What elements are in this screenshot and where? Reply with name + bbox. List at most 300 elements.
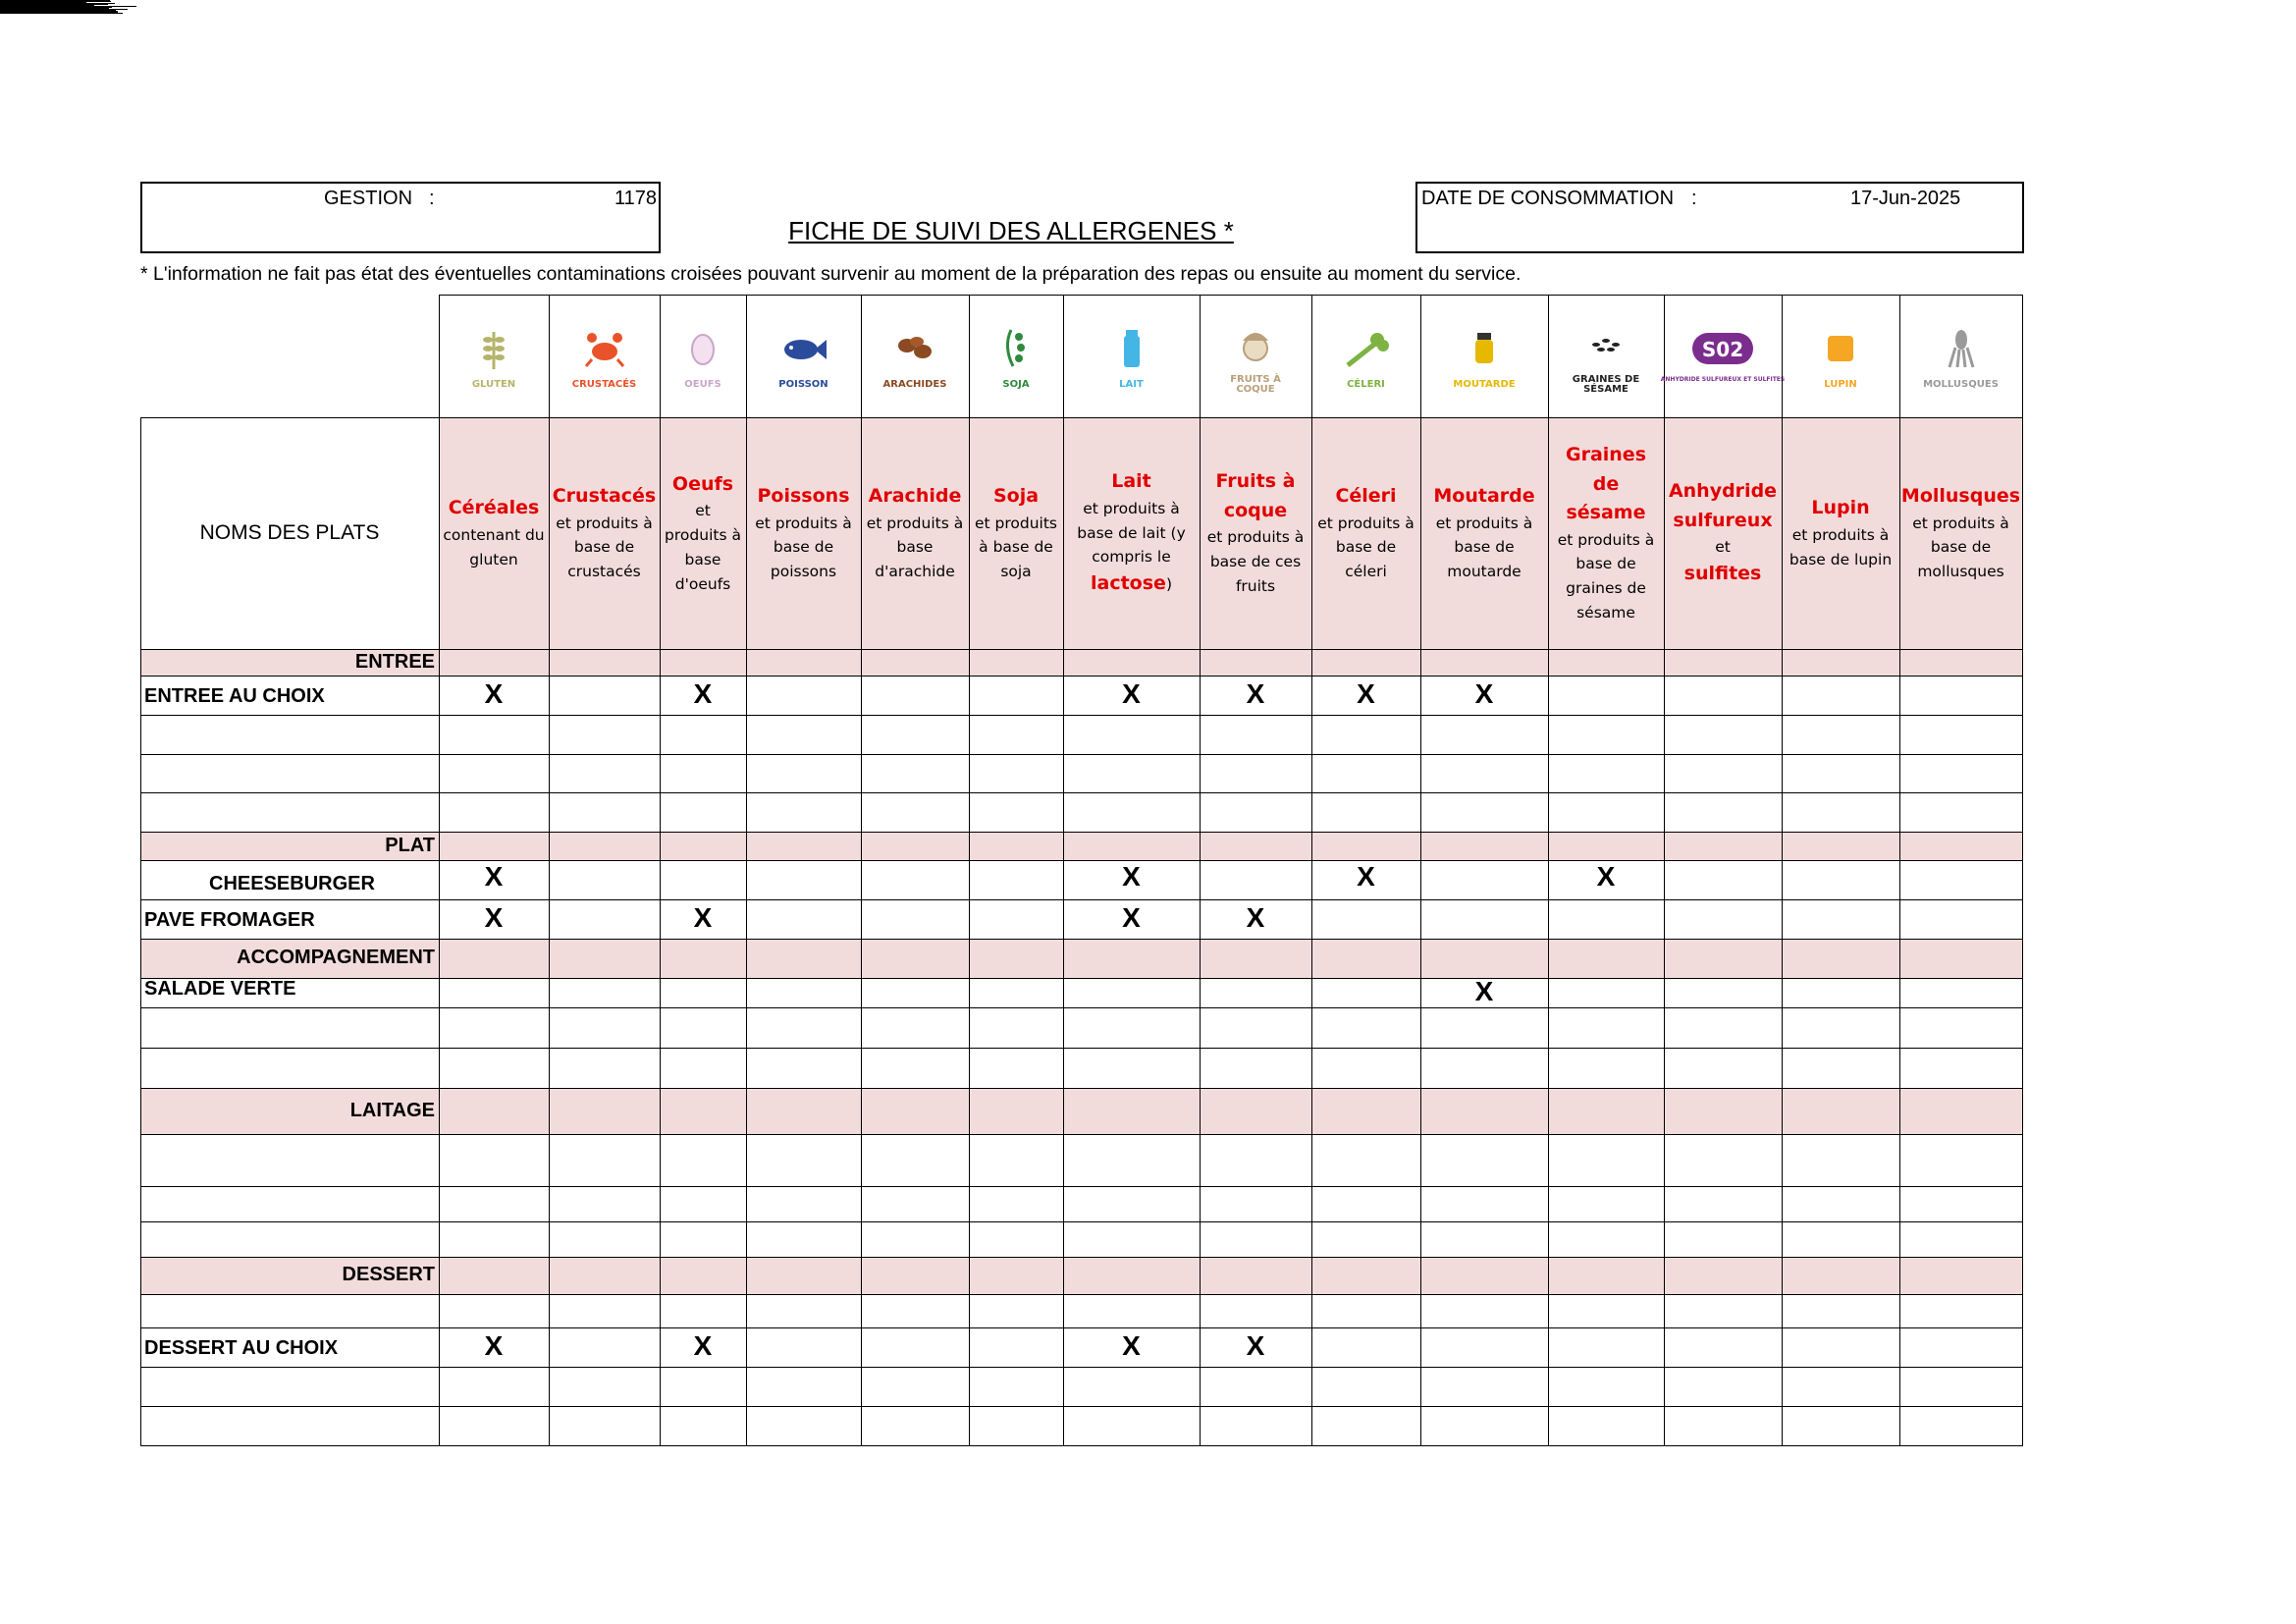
allergen-icon-box: [746, 295, 861, 417]
allergen-mark-cell: [746, 1134, 862, 1187]
allergen-icon-box: [1200, 295, 1311, 417]
allergen-mark-cell: [861, 1186, 970, 1222]
allergen-mark-cell: [549, 1367, 661, 1407]
gestion-label: GESTION: [324, 188, 413, 209]
allergen-name: Poissons: [757, 485, 850, 508]
allergen-icon-box: [1548, 295, 1664, 417]
allergen-mark-cell: [1063, 1406, 1201, 1446]
allergen-mark-cell: [1664, 649, 1783, 677]
allergen-mark-cell: [1548, 939, 1665, 979]
allergen-mark-cell: [660, 860, 747, 900]
allergen-mark-cell: [969, 1048, 1064, 1089]
allergen-mark-cell: [549, 978, 661, 1008]
allergen-mark-cell: [969, 1406, 1064, 1446]
allergen-icon-box: [969, 295, 1063, 417]
allergen-mark-cell: [861, 1134, 970, 1187]
allergen-mark-cell: [1548, 1406, 1665, 1446]
allergen-mark-cell: [746, 715, 862, 755]
allergen-mark-cell: [549, 649, 661, 677]
dish-name-cell: [140, 1007, 440, 1049]
allergen-mark-cell: [1311, 1367, 1421, 1407]
allergen-mark-cell: [969, 1007, 1064, 1049]
allergen-mark-cell: [861, 939, 970, 979]
allergen-mark-cell: [1420, 792, 1549, 833]
allergen-mark-cell: [549, 1186, 661, 1222]
allergen-mark-cell: [1311, 792, 1421, 833]
allergen-mark-cell: [1782, 1186, 1900, 1222]
section-label: ENTREE: [354, 650, 435, 673]
allergen-mark-cell: [660, 939, 747, 979]
allergen-mark-cell: [660, 1048, 747, 1089]
allergen-mark-cell: [1782, 1048, 1900, 1089]
allergen-mark-cell: [549, 1327, 661, 1368]
allergen-mark-cell: [1548, 649, 1665, 677]
section-label: LAITAGE: [349, 1099, 435, 1121]
allergen-mark-cell: [1899, 1186, 2023, 1222]
allergen-mark-cell: [969, 1327, 1064, 1368]
allergen-description-end: ): [1165, 575, 1172, 594]
allergen-icon-caption: GLUTEN: [471, 378, 516, 390]
allergen-mark-cell: [439, 792, 550, 833]
allergen-mark-cell: [1548, 1257, 1665, 1295]
allergen-mark-cell: [1200, 832, 1312, 861]
allergen-name: Oeufs: [671, 472, 734, 495]
allergen-mark-cell: [969, 1257, 1064, 1295]
allergen-header: [1063, 417, 1200, 649]
allergen-mark-cell: [1782, 1007, 1900, 1049]
allergen-name: Céleri: [1335, 485, 1397, 508]
allergen-mark-cell: [1548, 1221, 1665, 1258]
allergen-mark-cell: [549, 754, 661, 793]
allergen-mark-cell: [1420, 1186, 1549, 1222]
allergen-mark-cell: [1200, 1221, 1312, 1258]
allergen-mark-cell: [660, 978, 747, 1008]
allergen-icon-caption: LAIT: [1119, 378, 1144, 390]
allergen-mark-cell: [1420, 1007, 1549, 1049]
allergen-mark: X: [1474, 678, 1494, 709]
allergen-icon-caption: ANHYDRIDE SULFUREUX ET SULFITES: [1660, 375, 1786, 383]
allergen-mark-cell: [1782, 939, 1900, 979]
allergen-mark-cell: [439, 649, 550, 677]
allergen-mark-cell: [1664, 1048, 1783, 1089]
allergen-header: [1311, 417, 1420, 649]
allergen-mark-cell: [969, 676, 1064, 716]
allergen-mark-cell: [861, 978, 970, 1008]
allergen-mark-cell: [861, 676, 970, 716]
allergen-mark-cell: [1311, 1406, 1421, 1446]
allergen-mark-cell: [660, 1221, 747, 1258]
allergen-header: [1782, 417, 1899, 649]
allergen-mark-cell: [1420, 899, 1549, 940]
allergen-mark-cell: [969, 1134, 1064, 1187]
dish-label: SALADE VERTE: [144, 978, 296, 1000]
allergen-mark-cell: [1899, 1048, 2023, 1089]
allergen-mark-cell: [1548, 676, 1665, 716]
peanut-icon: [890, 322, 939, 376]
allergen-name: Lait: [1111, 470, 1151, 493]
allergen-header: [1548, 417, 1664, 649]
allergen-mark-cell: [969, 899, 1064, 940]
mollusc-icon: [1937, 322, 1986, 376]
allergen-mark-cell: [549, 832, 661, 861]
allergen-icon-caption: GRAINES DE SÉSAME: [1572, 373, 1640, 395]
allergen-mark-cell: [1200, 1257, 1312, 1295]
allergen-mark-cell: [746, 1406, 862, 1446]
allergen-mark-cell: [439, 1367, 550, 1407]
allergen-mark-cell: [969, 715, 1064, 755]
allergen-mark-cell: [1548, 1134, 1665, 1187]
allergen-mark-cell: [1063, 649, 1201, 677]
allergen-mark-cell: [439, 978, 550, 1008]
allergen-icon-box: [1420, 295, 1548, 417]
allergen-mark-cell: [1420, 1327, 1549, 1368]
allergen-mark-cell: [660, 1134, 747, 1187]
nut-icon: [1231, 317, 1280, 371]
allergen-mark-cell: [1899, 676, 2023, 716]
allergen-mark-cell: [1063, 792, 1201, 833]
allergen-mark-cell: [1664, 899, 1783, 940]
allergen-mark-cell: [439, 715, 550, 755]
allergen-mark-cell: [1420, 1134, 1549, 1187]
allergen-icon-box: [439, 295, 549, 417]
allergen-description: et produits à base de lupin: [1789, 525, 1893, 568]
allergen-header: [439, 417, 549, 649]
allergen-mark-cell: [660, 1088, 747, 1135]
allergen-name: Arachide: [868, 485, 962, 508]
so2-icon: [1688, 329, 1757, 373]
allergen-mark: X: [1246, 902, 1265, 933]
allergen-mark-cell: [969, 792, 1064, 833]
allergen-mark-cell: [1063, 1294, 1201, 1328]
allergen-mark-cell: [660, 1367, 747, 1407]
allergen-mark-cell: [1548, 1294, 1665, 1328]
allergen-mark-cell: [439, 754, 550, 793]
egg-icon: [678, 322, 727, 376]
allergen-mark-cell: [1311, 754, 1421, 793]
allergen-mark-cell: [861, 1048, 970, 1089]
allergen-description: et produits à base de mollusques: [1912, 514, 2009, 581]
allergen-mark-cell: [1200, 1406, 1312, 1446]
allergen-mark-cell: [1664, 754, 1783, 793]
allergen-mark-cell: [1063, 1007, 1201, 1049]
allergen-mark-cell: [1899, 860, 2023, 900]
allergen-mark-cell: [1899, 1327, 2023, 1368]
allergen-mark-cell: [549, 1294, 661, 1328]
allergen-mark-cell: [1664, 860, 1783, 900]
allergen-mark-cell: [1899, 1294, 2023, 1328]
section-label: ACCOMPAGNEMENT: [237, 947, 435, 968]
allergen-mark-cell: [439, 1294, 550, 1328]
dish-name-cell: [140, 1221, 440, 1258]
allergen-mark-cell: [1782, 832, 1900, 861]
allergen-mark-cell: [1200, 860, 1312, 900]
allergen-header: [549, 417, 660, 649]
allergen-mark-cell: [1664, 1221, 1783, 1258]
allergen-mark-cell: [1420, 1406, 1549, 1446]
allergen-mark-cell: [1548, 1088, 1665, 1135]
allergen-mark-cell: [1420, 649, 1549, 677]
allergen-mark-cell: [660, 1007, 747, 1049]
allergen-mark: X: [693, 902, 713, 933]
allergen-mark-cell: [1063, 978, 1201, 1008]
sesame-icon: [1581, 317, 1630, 371]
allergen-mark-cell: [439, 1257, 550, 1295]
allergen-mark-cell: [1200, 1186, 1312, 1222]
allergen-mark-cell: [1664, 1257, 1783, 1295]
allergen-mark-cell: [969, 754, 1064, 793]
allergen-mark-cell: [746, 792, 862, 833]
allergen-header: [1200, 417, 1311, 649]
allergen-mark-cell: [1664, 1134, 1783, 1187]
allergen-mark-cell: [1899, 1134, 2023, 1187]
allergen-mark: X: [484, 1330, 504, 1361]
allergen-description: et produits à base de ces fruits: [1206, 528, 1305, 595]
date-value: 17-Jun-2025: [1850, 188, 1961, 209]
allergen-mark: X: [1246, 678, 1265, 709]
allergen-mark-cell: [1899, 978, 2023, 1008]
allergen-mark-cell: [861, 792, 970, 833]
allergen-mark-cell: [1548, 1186, 1665, 1222]
allergen-mark-cell: [549, 1257, 661, 1295]
allergen-mark-cell: [746, 754, 862, 793]
allergen-mark-cell: [1420, 1257, 1549, 1295]
allergen-mark-cell: [1548, 1367, 1665, 1407]
allergen-header: [746, 417, 861, 649]
allergen-mark: X: [1474, 976, 1494, 1006]
allergen-icon-caption: FRUITS À COQUE: [1230, 373, 1281, 395]
allergen-mark-cell: [439, 832, 550, 861]
allergen-mark-cell: [746, 649, 862, 677]
allergen-mark-cell: [1548, 1007, 1665, 1049]
allergen-mark-cell: [1311, 1257, 1421, 1295]
allergen-mark-cell: [660, 754, 747, 793]
allergen-mark-cell: [1311, 939, 1421, 979]
allergen-name-secondary: lactose: [1091, 572, 1166, 595]
allergen-mark-cell: [549, 1134, 661, 1187]
milk-icon: [1107, 322, 1156, 376]
allergen-mark-cell: [439, 1007, 550, 1049]
allergen-mark-cell: [1063, 939, 1201, 979]
allergen-name: Graines de sésame: [1565, 444, 1647, 524]
allergen-mark-cell: [660, 1406, 747, 1446]
row-divider: [0, 13, 123, 14]
allergen-mark-cell: [549, 860, 661, 900]
allergen-mark-cell: [1200, 978, 1312, 1008]
dish-label: ENTREE AU CHOIX: [144, 685, 325, 707]
allergen-description: et produits à base de céleri: [1317, 514, 1415, 581]
allergen-mark-cell: [549, 1048, 661, 1089]
allergen-description: et produits à base d'oeufs: [665, 502, 741, 593]
allergen-icon-caption: POISSON: [778, 378, 828, 390]
allergen-mark-cell: [1420, 860, 1549, 900]
allergen-description: et produits à base de graines de sésame: [1557, 530, 1655, 622]
dish-name-cell: [140, 1048, 440, 1089]
allergen-mark-cell: [969, 978, 1064, 1008]
allergen-mark: X: [484, 861, 504, 892]
allergen-mark-cell: [660, 832, 747, 861]
allergen-mark-cell: [1548, 754, 1665, 793]
allergen-name: Céréales: [448, 497, 540, 519]
mustard-icon: [1460, 322, 1509, 376]
allergen-name: Soja: [992, 485, 1040, 508]
allergen-mark-cell: [969, 1221, 1064, 1258]
allergen-name: Mollusques: [1900, 485, 2021, 508]
allergen-name: Anhydride sulfureux: [1668, 480, 1778, 531]
allergen-mark-cell: [660, 1257, 747, 1295]
allergen-name: Crustacés: [552, 485, 657, 508]
allergen-mark: X: [1357, 678, 1375, 709]
dish-label: CHEESEBURGER: [209, 873, 375, 894]
allergen-mark-cell: [861, 832, 970, 861]
allergen-mark-cell: [1063, 1221, 1201, 1258]
allergen-mark-cell: [746, 1007, 862, 1049]
allergen-mark-cell: [746, 899, 862, 940]
allergen-mark: X: [1596, 861, 1616, 892]
names-header: NOMS DES PLATS: [199, 521, 380, 544]
allergen-mark-cell: [861, 1257, 970, 1295]
date-label: DATE DE CONSOMMATION: [1421, 188, 1675, 209]
allergen-mark-cell: [1311, 1048, 1421, 1089]
allergen-mark-cell: [1200, 1134, 1312, 1187]
allergen-mark-cell: [746, 939, 862, 979]
crab-icon: [580, 322, 629, 376]
allergen-mark-cell: [746, 1367, 862, 1407]
dish-name-cell: [140, 715, 440, 755]
allergen-mark-cell: [1782, 1294, 1900, 1328]
allergen-mark-cell: [1200, 1048, 1312, 1089]
allergen-description: et produits à base de poissons: [755, 514, 852, 581]
allergen-mark-cell: [1311, 1088, 1421, 1135]
allergen-mark-cell: [969, 832, 1064, 861]
allergen-mark-cell: [1200, 1294, 1312, 1328]
allergen-mark-cell: [969, 939, 1064, 979]
allergen-mark-cell: [1420, 1367, 1549, 1407]
allergen-mark-cell: [1420, 1048, 1549, 1089]
allergen-icon-caption: SOJA: [1002, 378, 1030, 390]
allergen-description: et produits à base de moutarde: [1435, 514, 1533, 581]
allergen-mark-cell: [1664, 978, 1783, 1008]
section-label: PLAT: [385, 834, 435, 856]
allergen-mark-cell: [1782, 792, 1900, 833]
allergen-header: [660, 417, 746, 649]
allergen-mark-cell: [1664, 1367, 1783, 1407]
allergen-mark-cell: [746, 978, 862, 1008]
allergen-mark-cell: [746, 832, 862, 861]
allergen-mark-cell: [1664, 1327, 1783, 1368]
allergen-header: [969, 417, 1063, 649]
allergen-mark-cell: [1899, 899, 2023, 940]
allergen-mark-cell: [746, 1294, 862, 1328]
allergen-header: [1420, 417, 1548, 649]
allergen-mark-cell: [969, 649, 1064, 677]
allergen-icon-box: [861, 295, 969, 417]
allergen-mark-cell: [1063, 1088, 1201, 1135]
allergen-mark-cell: [1782, 1088, 1900, 1135]
allergen-mark-cell: [1200, 1088, 1312, 1135]
allergen-mark-cell: [861, 715, 970, 755]
allergen-mark-cell: [1063, 715, 1201, 755]
allergen-mark-cell: [1664, 792, 1783, 833]
allergen-mark-cell: [1311, 978, 1421, 1008]
allergen-mark-cell: [861, 1221, 970, 1258]
allergen-mark-cell: [1200, 649, 1312, 677]
allergen-mark-cell: [1782, 860, 1900, 900]
allergen-icon-box: [1782, 295, 1899, 417]
allergen-icon-caption: LUPIN: [1824, 378, 1857, 390]
allergen-mark-cell: [861, 1294, 970, 1328]
allergen-mark-cell: [1664, 939, 1783, 979]
allergen-mark-cell: [1899, 1221, 2023, 1258]
allergen-mark-cell: [861, 860, 970, 900]
allergen-mark-cell: [861, 1367, 970, 1407]
dish-name-cell: [140, 1134, 440, 1187]
allergen-mark: X: [1122, 1330, 1141, 1361]
allergen-mark: X: [1122, 861, 1141, 892]
section-label: DESSERT: [342, 1264, 435, 1285]
allergen-mark-cell: [1548, 899, 1665, 940]
allergen-mark-cell: [1782, 1367, 1900, 1407]
allergen-mark-cell: [1063, 1134, 1201, 1187]
allergen-mark-cell: [1664, 1007, 1783, 1049]
allergen-mark-cell: [746, 676, 862, 716]
allergen-mark-cell: [1899, 649, 2023, 677]
allergen-mark-cell: [1420, 939, 1549, 979]
allergen-header: [861, 417, 969, 649]
allergen-mark-cell: [1899, 1088, 2023, 1135]
allergen-mark-cell: [1063, 1048, 1201, 1089]
allergen-mark-cell: [660, 715, 747, 755]
allergen-mark-cell: [1063, 832, 1201, 861]
allergen-mark-cell: [861, 1327, 970, 1368]
allergen-mark-cell: [549, 899, 661, 940]
allergen-name-secondary: sulfites: [1683, 563, 1762, 585]
allergen-mark-cell: [746, 1257, 862, 1295]
allergen-mark-cell: [1200, 1367, 1312, 1407]
allergen-mark-cell: [1063, 1186, 1201, 1222]
dish-name-cell: [140, 1294, 440, 1328]
allergen-mark-cell: [1899, 1007, 2023, 1049]
allergen-mark-cell: [1664, 676, 1783, 716]
allergen-description: et produits à base de lait (y compris le: [1077, 499, 1186, 567]
allergen-mark-cell: [660, 1186, 747, 1222]
celery-icon: [1342, 322, 1391, 376]
dish-name-cell: [140, 1186, 440, 1222]
allergen-mark-cell: [1664, 1186, 1783, 1222]
allergen-mark-cell: [1420, 715, 1549, 755]
dish-name-cell: [140, 1406, 440, 1446]
allergen-mark-cell: [549, 1221, 661, 1258]
allergen-mark-cell: [1899, 832, 2023, 861]
allergen-mark-cell: [549, 676, 661, 716]
allergen-mark-cell: [969, 1294, 1064, 1328]
allergen-mark-cell: [1782, 676, 1900, 716]
allergen-mark-cell: [1200, 715, 1312, 755]
lupin-icon: [1816, 322, 1865, 376]
allergen-mark-cell: [1548, 715, 1665, 755]
allergen-mark-cell: [1782, 1221, 1900, 1258]
allergen-mark-cell: [1311, 1294, 1421, 1328]
allergen-mark-cell: [1063, 1257, 1201, 1295]
allergen-mark-cell: [1311, 899, 1421, 940]
allergen-mark-cell: [1548, 792, 1665, 833]
allergen-mark-cell: [1782, 899, 1900, 940]
allergen-mark-cell: [1311, 1327, 1421, 1368]
allergen-mark-cell: [549, 792, 661, 833]
allergen-mark-cell: [1782, 1134, 1900, 1187]
allergen-mark-cell: [1311, 1221, 1421, 1258]
allergen-mark-cell: [746, 1048, 862, 1089]
footnote: * L'information ne fait pas état des éventuelles contaminations croisées pouvant survenir au moment de la préparation des repas ou ensuite au moment du service.: [140, 263, 1522, 285]
